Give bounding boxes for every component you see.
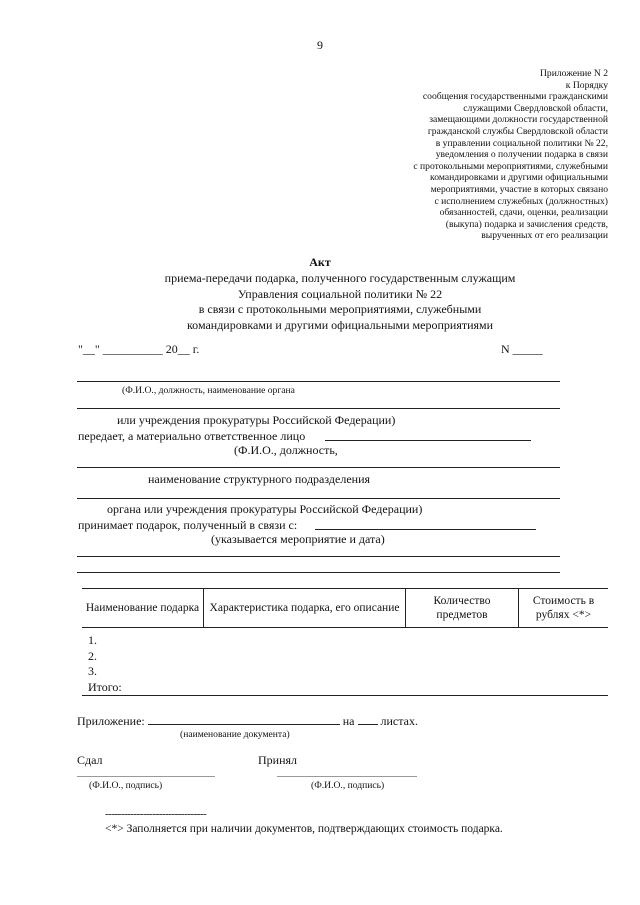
attachment-sheets-text: листах. [380,714,418,728]
attachment-on-text: на [342,714,355,728]
table-row[interactable]: 2. [88,648,97,663]
document-title: Акт [309,255,331,269]
event-line-3[interactable] [77,572,560,573]
subtitle-line: Управления социальной политики № 22 [237,286,443,301]
transfers-text: передает, а материально ответственное лицо [78,429,306,443]
footnote-separator: -------------------------------- [105,808,207,820]
header-gift-name: Наименование подарка [82,589,204,628]
responsible-person-line[interactable] [325,440,531,441]
fio-position-label-2: (Ф.И.О., должность, [234,443,338,457]
appendix-line: командировками и другими официальными [430,172,608,184]
fio-line-1[interactable] [77,381,560,382]
organ-line[interactable] [77,408,560,409]
appendix-line: замещающими должности государственной [429,114,608,126]
document-subtitle [0,271,640,333]
appendix-header [308,68,608,242]
signature-label-left: (Ф.И.О., подпись) [89,780,163,791]
gifts-table [82,589,608,628]
event-label: (указывается мероприятие и дата) [211,532,385,546]
event-line[interactable] [315,529,536,530]
attachment-row [77,713,418,729]
appendix-line: с протокольными мероприятиями, служебными [413,160,608,172]
appendix-line: служащими Свердловской области, [463,102,608,114]
received-signature-line[interactable] [277,776,417,777]
footnote: <*> Заполняется при наличии документов, подтверждающих стоимость подарка. [105,823,503,835]
table-bottom-border [82,695,608,696]
page-number: 9 [317,38,323,52]
header-gift-description: Характеристика подарка, его описание [204,589,406,628]
appendix-line: с исполнением служебных (должностных) [434,195,608,207]
table-header-row [82,589,608,628]
table-row[interactable]: 3. [88,664,97,678]
appendix-line: Приложение N 2 [539,68,608,79]
unit-line[interactable] [77,498,560,499]
appendix-line: вырученных от его реализации [481,230,608,242]
act-number-field[interactable]: N _____ [501,342,543,356]
appendix-line: мероприятиями, участие в которых связано [430,183,608,195]
appendix-line: уведомления о получении подарка в связи [435,149,608,161]
receives-text: принимает подарок, полученный в связи с: [78,518,298,532]
table-total: Итого: [88,679,122,694]
attachment-label: Приложение: [77,714,145,728]
appendix-line: к Порядку [565,79,608,91]
appendix-line: сообщения государственными гражданскими [422,91,608,103]
appendix-line: в управлении социальной политики № 22, [435,137,608,149]
handed-over-signature-line[interactable] [77,776,215,777]
header-item-count: Количество предметов [406,589,519,628]
handed-over-label: Сдал [77,753,103,767]
attachment-sheets-field[interactable] [358,713,378,725]
table-rows [88,633,122,695]
doc-name-label: (наименование документа) [180,729,290,740]
structural-unit-label: наименование структурного подразделения [148,472,371,486]
subtitle-line: приема-передачи подарка, полученного государственным служащим [164,271,516,285]
fio-line-2[interactable] [77,467,560,468]
table-row[interactable]: 1. [88,633,97,647]
fio-position-label: (Ф.И.О., должность, наименование органа [122,385,295,396]
attachment-doc-field[interactable] [148,713,340,725]
event-line-2[interactable] [77,556,560,557]
prosecutor-line-1: или учреждения прокуратуры Российской Федерации) [117,413,396,427]
received-label: Принял [258,753,298,767]
header-cost: Стоимость в рублях <*> [519,589,609,628]
signature-label-right: (Ф.И.О., подпись) [311,780,385,791]
appendix-line: обязанностей, сдачи, оценки, реализации [439,207,608,219]
subtitle-line: командировками и другими официальными мероприятиями [186,317,494,332]
subtitle-line: в связи с протокольными мероприятиями, служебными [198,302,482,316]
appendix-line: гражданской службы Свердловской области [427,125,608,137]
prosecutor-line-2: органа или учреждения прокуратуры Российской Федерации) [107,502,423,516]
appendix-line: (выкупа) подарка и зачисления средств, [445,218,608,230]
date-field[interactable]: "__" __________ 20__ г. [78,342,200,356]
